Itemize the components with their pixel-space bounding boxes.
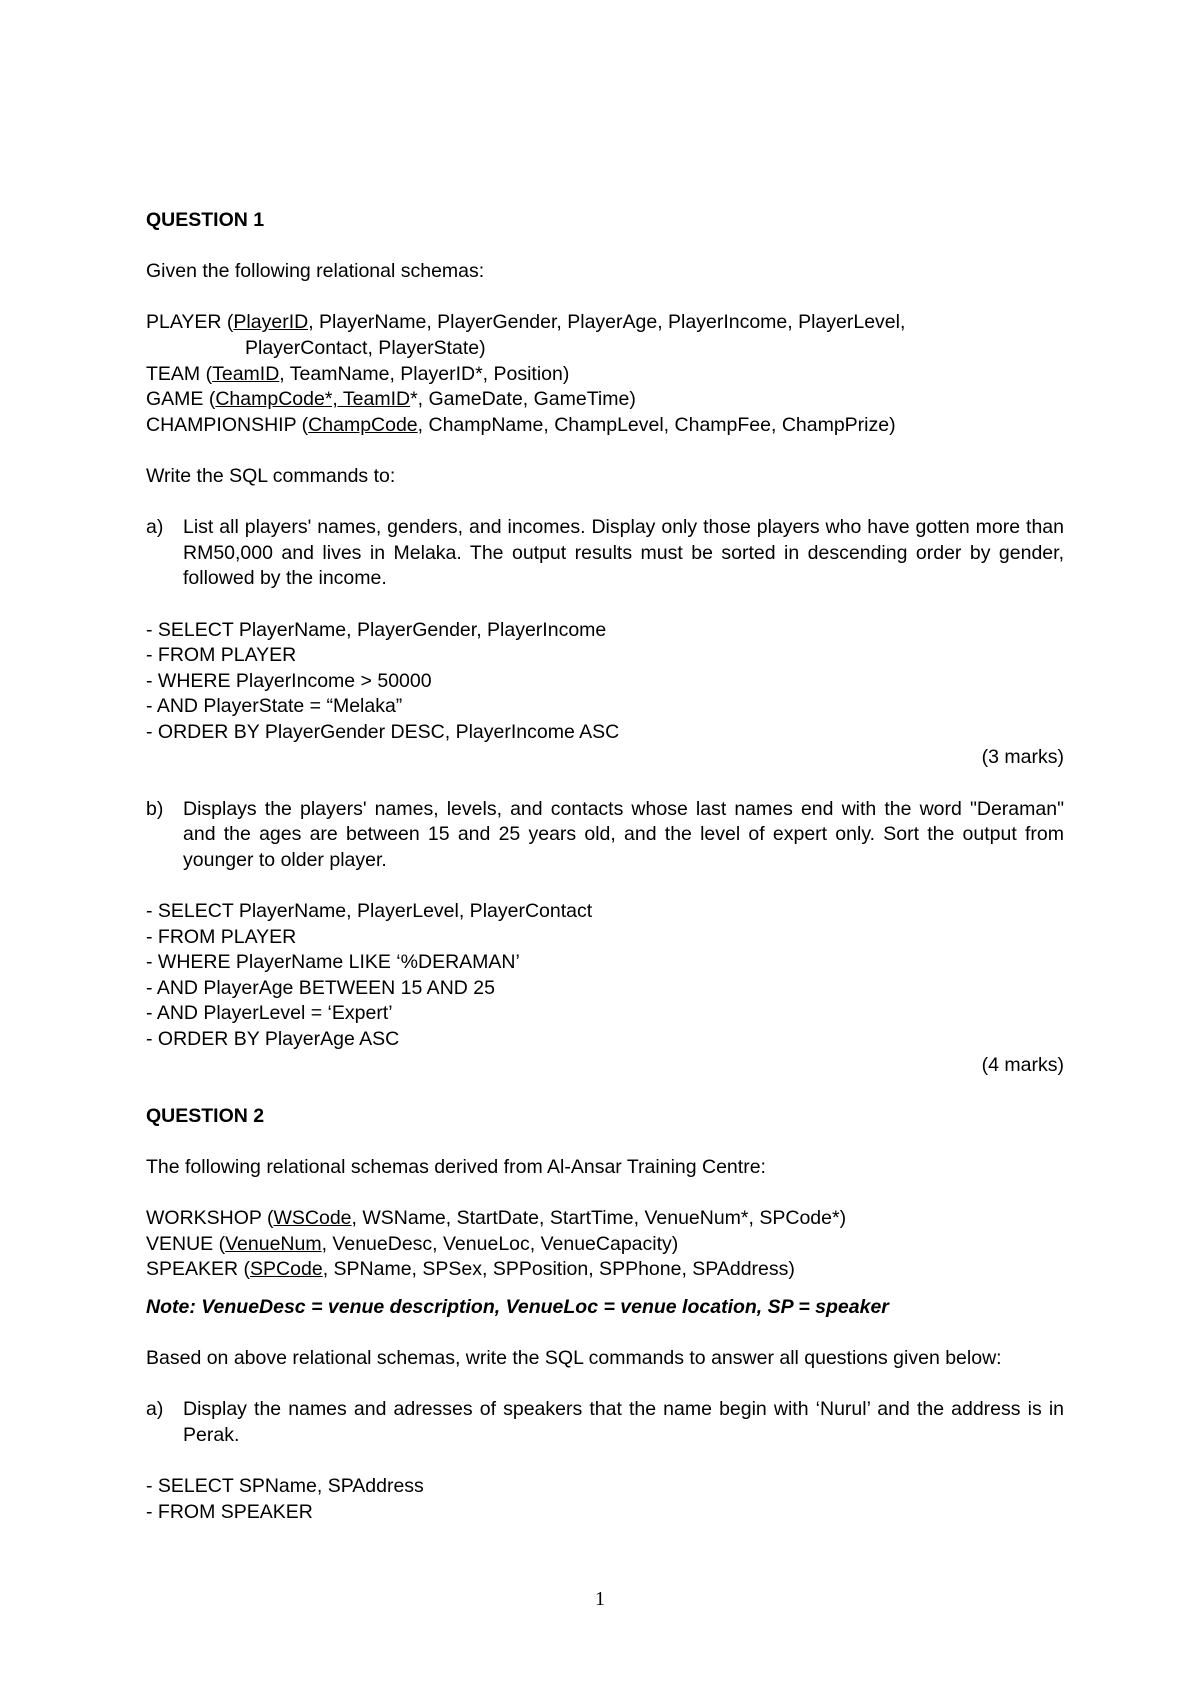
question-2-intro: The following relational schemas derived from Al-Ansar Training Centre:: [146, 1155, 766, 1178]
sql-line: - ORDER BY PlayerAge ASC: [146, 1028, 400, 1050]
sql-line: - FROM PLAYER: [146, 644, 297, 667]
schema-key: VenueNum: [225, 1232, 322, 1255]
schema-attributes: *, GameDate, GameTime): [410, 388, 636, 411]
sql-line: - FROM PLAYER: [146, 925, 297, 948]
question-2-note: Note: VenueDesc = venue description, VenueLoc = venue location, SP = speaker: [146, 1295, 889, 1318]
schema-prefix: PLAYER (: [146, 311, 234, 334]
sql-line: - SELECT PlayerName, PlayerLevel, PlayerContact: [146, 900, 593, 923]
question-1-instruction: Write the SQL commands to:: [146, 464, 396, 487]
schema-prefix: GAME (: [146, 388, 216, 411]
schema-venue: [146, 1232, 1064, 1258]
schema-team: [146, 362, 1064, 388]
marks: (4 marks): [981, 1053, 1064, 1076]
item-label: a): [146, 1398, 164, 1421]
schema-championship: [146, 413, 1064, 439]
schema-attributes: PlayerName, PlayerGender, PlayerAge, PlayerIncome, PlayerLevel,: [313, 311, 906, 334]
question-1b: [146, 797, 1064, 874]
schema-prefix: WORKSHOP (: [146, 1207, 274, 1230]
schema-key: TeamID: [212, 362, 280, 385]
schema-prefix: TEAM (: [146, 362, 213, 385]
question-1-title: QUESTION 1: [146, 209, 265, 231]
schema-prefix: VENUE (: [146, 1232, 226, 1255]
item-label: a): [146, 516, 164, 539]
item-label: b): [146, 797, 164, 820]
question-2-title: QUESTION 2: [146, 1104, 265, 1127]
schema-game: [146, 387, 1064, 413]
schema-attributes: , TeamName, PlayerID*, Position): [279, 362, 570, 385]
question-2a: [146, 1397, 1064, 1448]
question-1-intro: Given the following relational schemas:: [146, 260, 485, 283]
question-1a-answer: [146, 618, 1064, 746]
sql-line: - FROM SPEAKER: [146, 1500, 313, 1523]
schema-prefix: SPEAKER (: [146, 1258, 251, 1281]
document-page: [146, 208, 1064, 1525]
schema-key: ChampCode*, TeamID: [215, 388, 411, 411]
item-text: List all players' names, genders, and incomes. Display only those players who have gotten more than RM50,000 and lives in Melaka. The output results must be sorted in descending order by gender, followed by the income.: [183, 516, 1064, 590]
marks: (3 marks): [981, 746, 1064, 769]
question-1b-answer: [146, 899, 1064, 1053]
schema-player: [146, 310, 1064, 336]
schema-attributes: , VenueDesc, VenueLoc, VenueCapacity): [321, 1232, 679, 1255]
page-number: 1: [595, 1588, 605, 1610]
schema-attributes: , SPName, SPSex, SPPosition, SPPhone, SPAddress): [322, 1258, 795, 1281]
schema-key: SPCode: [250, 1258, 323, 1281]
question-1-schemas: [146, 310, 1064, 438]
sql-line: - ORDER BY PlayerGender DESC, PlayerIncome ASC: [146, 720, 620, 743]
schema-key: WSCode: [273, 1207, 352, 1230]
schema-attributes: , WSName, StartDate, StartTime, VenueNum*, SPCode*): [351, 1207, 847, 1230]
schema-prefix: CHAMPIONSHIP (: [146, 413, 309, 436]
sql-line: - AND PlayerAge BETWEEN 15 AND 25: [146, 976, 495, 999]
schema-key: PlayerID,: [233, 311, 314, 334]
sql-line: - AND PlayerState = “Melaka”: [146, 695, 403, 718]
schema-key: ChampCode: [308, 413, 418, 436]
sql-line: - SELECT PlayerName, PlayerGender, PlayerIncome: [146, 618, 607, 641]
sql-line: - AND PlayerLevel = ‘Expert’: [146, 1002, 393, 1025]
question-1a: [146, 515, 1064, 592]
question-2-instruction: Based on above relational schemas, write the SQL commands to answer all questions given below:: [146, 1347, 1002, 1370]
item-text: Displays the players' names, levels, and contacts whose last names end with the word "Deraman" and the ages are between 15 and 25 years old, and the level of expert only. Sort the output from younger to older player.: [183, 797, 1064, 871]
question-2a-answer: [146, 1474, 1064, 1525]
sql-line: - WHERE PlayerName LIKE ‘%DERAMAN’: [146, 951, 520, 974]
schema-player-continuation: PlayerContact, PlayerState): [245, 336, 486, 359]
schema-speaker: [146, 1257, 1064, 1283]
sql-line: - WHERE PlayerIncome > 50000: [146, 669, 432, 692]
sql-line: - SELECT SPName, SPAddress: [146, 1475, 424, 1498]
question-2-schemas: [146, 1206, 1064, 1283]
schema-workshop: [146, 1206, 1064, 1232]
item-text: Display the names and adresses of speakers that the name begin with ‘Nurul’ and the address is in Perak.: [183, 1398, 1064, 1446]
schema-attributes: , ChampName, ChampLevel, ChampFee, ChampPrize): [417, 413, 896, 436]
